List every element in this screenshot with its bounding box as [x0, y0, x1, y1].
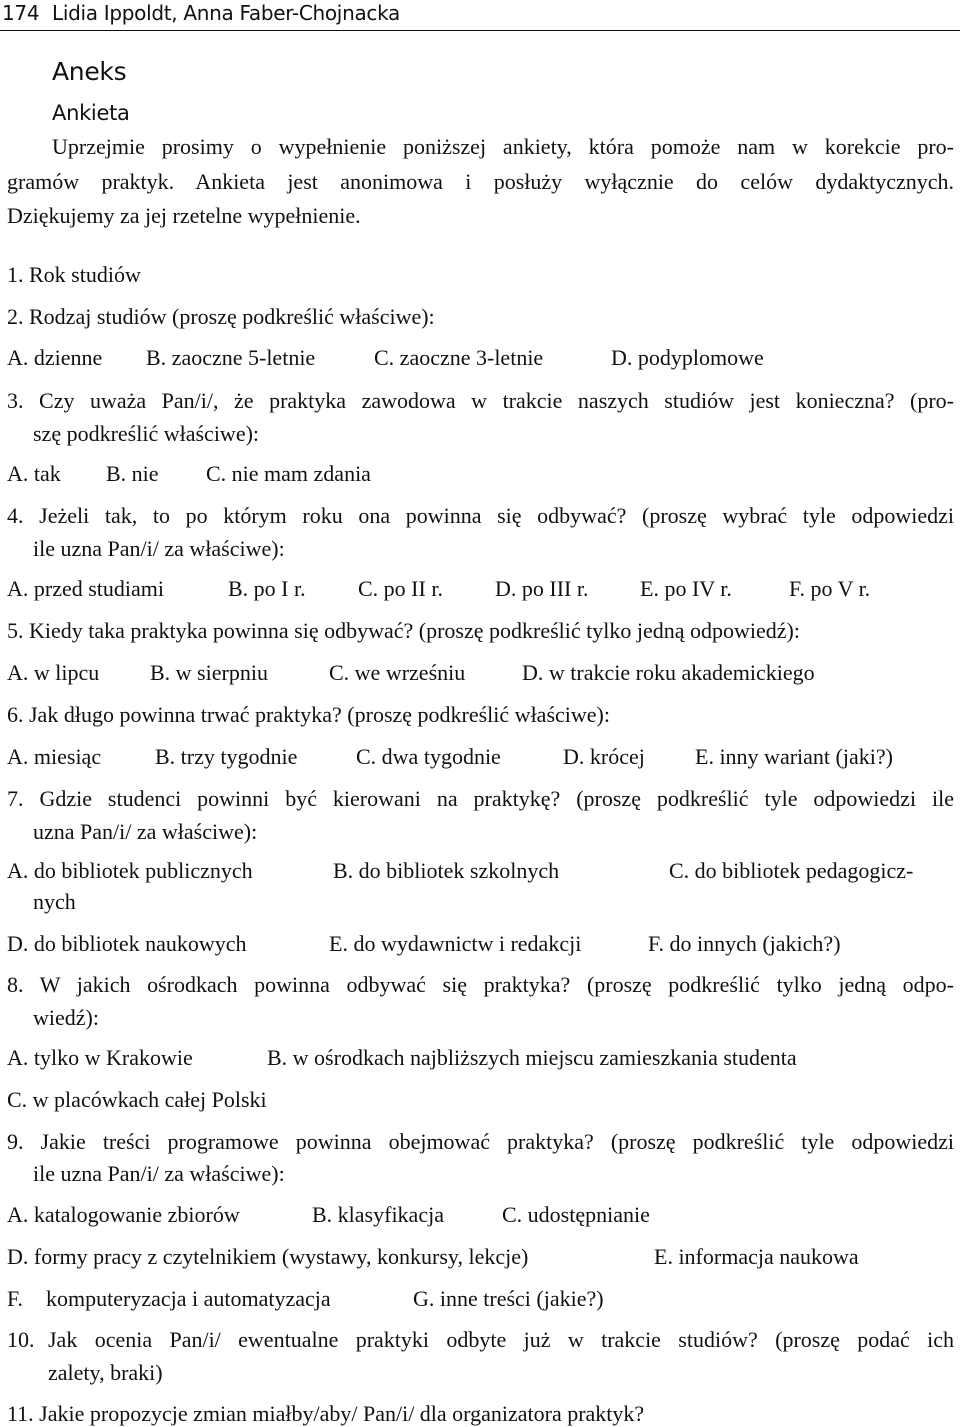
q9-option-d: D. formy pracy z czytelnikiem (wystawy, konkursy, lekcje) [7, 1244, 529, 1269]
question-10-line-1: Jak ocenia Pan/i/ ewentualne praktyki odbyte już w trakcie studiów? (proszę podać ich [48, 1327, 954, 1352]
question-7-line-2: uzna Pan/i/ za właściwe): [33, 819, 258, 844]
q6-option-e: E. inny wariant (jaki?) [695, 744, 893, 769]
question-2: 2. Rodzaj studiów (proszę podkreślić właściwe): [7, 304, 435, 329]
q5-option-b: B. w sierpniu [150, 660, 268, 685]
question-9-line-1: 9. Jakie treści programowe powinna obejmować praktyka? (proszę podkreślić tyle odpowiedzi [7, 1129, 954, 1154]
q7-option-f: F. do innych (jakich?) [648, 931, 841, 956]
q2-option-b: B. zaoczne 5-letnie [146, 345, 316, 370]
q4-option-e: E. po IV r. [640, 576, 732, 601]
q6-option-d: D. krócej [563, 744, 645, 769]
q6-option-c: C. dwa tygodnie [356, 744, 501, 769]
q8-option-c: C. w placówkach całej Polski [7, 1087, 267, 1112]
q9-option-e: E. informacja naukowa [654, 1244, 859, 1269]
question-3-line-1: 3. Czy uważa Pan/i/, że praktyka zawodowa w trakcie naszych studiów jest konieczna? (pro- [7, 388, 954, 413]
q3-option-a: A. tak [7, 461, 61, 486]
q5-option-d: D. w trakcie roku akademickiego [522, 660, 815, 685]
subsection-title: Ankieta [52, 101, 130, 125]
question-5: 5. Kiedy taka praktyka powinna się odbywać? (proszę podkreślić tylko jedną odpowiedź): [7, 618, 800, 643]
question-7-line-1: 7. Gdzie studenci powinni być kierowani na praktykę? (proszę podkreślić tyle odpowiedzi ile [7, 786, 954, 811]
question-9-line-2: ile uzna Pan/i/ za właściwe): [33, 1161, 285, 1186]
q9-option-c: C. udostępnianie [502, 1202, 650, 1227]
intro-line-2: gramów praktyk. Ankieta jest anonimowa i posłuży wyłącznie do celów dydaktycznych. [7, 169, 954, 194]
page-number: 174 [2, 1, 40, 25]
q6-option-a: A. miesiąc [7, 744, 102, 769]
running-header-authors: Lidia Ippoldt, Anna Faber-Chojnacka [52, 1, 400, 25]
question-6: 6. Jak długo powinna trwać praktyka? (proszę podkreślić właściwe): [7, 702, 610, 727]
q9-option-g: G. inne treści (jakie?) [413, 1286, 604, 1311]
q4-option-b: B. po I r. [228, 576, 306, 601]
q4-option-c: C. po II r. [358, 576, 443, 601]
q4-option-d: D. po III r. [495, 576, 589, 601]
q8-option-a: A. tylko w Krakowie [7, 1045, 193, 1070]
question-4-line-1: 4. Jeżeli tak, to po którym roku ona powinna się odbywać? (proszę wybrać tyle odpowiedzi [7, 503, 954, 528]
q7-option-a: A. do bibliotek publicznych [7, 858, 253, 883]
q7-option-d: D. do bibliotek naukowych [7, 931, 247, 956]
intro-line-3: Dziękujemy za jej rzetelne wypełnienie. [7, 203, 361, 228]
q7-option-c-continued: nych [33, 889, 76, 914]
question-10-number: 10. [7, 1327, 35, 1352]
q5-option-a: A. w lipcu [7, 660, 100, 685]
q7-option-c: C. do bibliotek pedagogicz- [669, 858, 914, 883]
question-8-line-2: wiedź): [33, 1005, 99, 1030]
q8-option-b: B. w ośrodkach najbliższych miejscu zamieszkania studenta [267, 1045, 797, 1070]
question-11: 11. Jakie propozycje zmian miałby/aby/ Pan/i/ dla organizatora praktyk? [7, 1401, 645, 1426]
q9-option-f-letter: F. [7, 1286, 23, 1311]
q6-option-b: B. trzy tygodnie [155, 744, 298, 769]
q9-option-b: B. klasyfikacja [312, 1202, 444, 1227]
intro-line-1: Uprzejmie prosimy o wypełnienie poniższej ankiety, która pomoże nam w korekcie pro- [52, 134, 954, 159]
q5-option-c: C. we wrześniu [329, 660, 466, 685]
section-title: Aneks [52, 57, 127, 86]
q2-option-c: C. zaoczne 3-letnie [374, 345, 544, 370]
q2-option-d: D. podyplomowe [611, 345, 764, 370]
q4-option-a: A. przed studiami [7, 576, 165, 601]
q3-option-b: B. nie [106, 461, 159, 486]
running-header [0, 0, 960, 31]
question-8-line-1: 8. W jakich ośrodkach powinna odbywać się praktyka? (proszę podkreślić tylko jedną odpo- [7, 972, 954, 997]
q4-option-f: F. po V r. [789, 576, 871, 601]
q9-option-f-text: komputeryzacja i automatyzacja [46, 1286, 331, 1311]
q2-option-a: A. dzienne [7, 345, 103, 370]
q3-option-c: C. nie mam zdania [206, 461, 371, 486]
question-1: 1. Rok studiów [7, 262, 141, 287]
question-3-line-2: szę podkreślić właściwe): [33, 421, 260, 446]
q9-option-a: A. katalogowanie zbiorów [7, 1202, 240, 1227]
question-10-line-2: zalety, braki) [48, 1360, 163, 1385]
question-4-line-2: ile uzna Pan/i/ za właściwe): [33, 536, 285, 561]
q7-option-e: E. do wydawnictw i redakcji [329, 931, 582, 956]
q7-option-b: B. do bibliotek szkolnych [333, 858, 560, 883]
